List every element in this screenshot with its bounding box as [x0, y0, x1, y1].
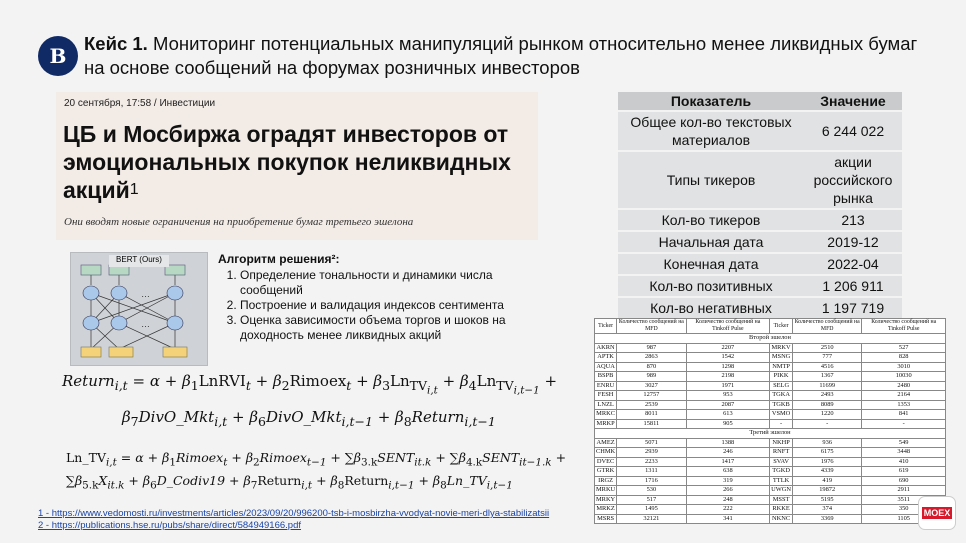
table-row: MRKY 517 248 MSST 5195 3511: [595, 495, 946, 505]
bert-diagram: [70, 252, 208, 366]
news-meta: 20 сентября, 17:58 / Инвестиции: [64, 98, 216, 109]
equation-return-line1: Return$_{i,t}$ = $\alpha + \beta_1LnRVI_t$ + $\beta_2Rimoex_t + \beta_3Ln_{TV_{i,t}} + \beta_4Ln_{TV_{i,t-1}}$ +: [62, 372, 558, 397]
equation-return-line2: $\beta_7DivO\_Mkt_{i,t}$ + $\beta_6DivO\_Mkt_{i,t-1}$ + $\beta_8Return_{i,t-1}$: [122, 408, 496, 429]
algorithm-block: [218, 252, 538, 343]
news-subtitle: Они вводят новые ограничения на приобретение бумаг третьего эшелона: [64, 216, 414, 228]
hse-logo: В: [38, 36, 78, 76]
algorithm-steps: [218, 268, 538, 343]
table-row: BSPB 989 2198 PIKK 1367 10030: [595, 372, 946, 382]
dataset-stats-table: [618, 92, 902, 318]
table-row: MRKP 15811 905 - - -: [595, 419, 946, 429]
algorithm-step: 1. Определение тональности и динамики числа сообщений: [240, 268, 538, 298]
slide-title: Кейс 1. Мониторинг потенциальных манипуляций рынком относительно менее ликвидных бумаг на основе сообщений на форумах розничных инвесторов: [84, 33, 918, 78]
table-row: Кол-во позитивных 1 206 911: [618, 275, 902, 297]
moex-watermark: MOEX: [918, 496, 956, 530]
news-article-clip: [56, 92, 538, 240]
table-row: APTK 2863 1542 MSNG 777 828: [595, 353, 946, 363]
table-row: MSRS 32121 341 NKNC 3369 1105: [595, 514, 946, 524]
table-section-row: Второй эшелон: [595, 334, 946, 344]
table-row: CHMK 2939 246 RNFT 6175 3448: [595, 448, 946, 458]
svg-text:…: …: [141, 289, 150, 299]
algorithm-step: 2. Построение и валидация индексов сентимента: [240, 298, 538, 313]
table-row: MRKU 530 266 UWGN 19872 2911: [595, 486, 946, 496]
table-row: Кол-во негативных 1 197 719: [618, 297, 902, 318]
table-row: GTRK 1311 638 TGKD 4339 619: [595, 467, 946, 477]
stats-header-indicator: Показатель: [618, 92, 804, 111]
table-row: ENRU 3027 1971 SELG 11699 2480: [595, 381, 946, 391]
bert-caption: BERT (Ours): [109, 255, 169, 267]
equation-volume-line2: $\sum\beta_{5.k}X_{it.k}$ + $\beta_6D\_Codiv19$ + $\beta_7Return_{i,t}$ + $\beta_8Return_{i,t-1}$ + $\beta_8Ln\_TV_{i,t-1}$: [66, 473, 513, 492]
equation-volume-line1: $Ln\_TV_{i,t} = \alpha$ + $\beta_1Rimoex_t$ + $\beta_2Rimoex_{t-1}$ + $\sum\beta_{3.k}SENT_{it.k}$ + $\sum\beta_{4.k}SENT_{it-1.k}$ +: [66, 450, 567, 469]
algorithm-step: 3. Оценка зависимости объема торгов и шоков на доходность менее ликвидных акций: [240, 313, 538, 343]
source-link-1[interactable]: 1 - https://www.vedomosti.ru/investments/articles/2023/09/20/996200-tsb-i-mosbirzha-vvodyat-novie-meri-dlya-stabilizatsii: [38, 508, 550, 519]
table-row: DVEC 2233 1417 SVAV 1976 410: [595, 457, 946, 467]
table-row: MRKC 8011 613 VSMO 1220 841: [595, 410, 946, 420]
table-row: LNZL 2539 2087 TGKB 8089 1353: [595, 400, 946, 410]
tickers-body: [595, 334, 946, 524]
stats-header-value: Значение: [804, 92, 902, 111]
table-row: AKRN 987 2207 MRKV 2510 527: [595, 343, 946, 353]
table-row: Конечная дата 2022-04: [618, 253, 902, 275]
table-row: IRGZ 1716 319 TTLK 419 690: [595, 476, 946, 486]
table-row: Кол-во тикеров 213: [618, 209, 902, 231]
bert-architecture-graphic: [71, 253, 207, 365]
footnote-links: [38, 508, 549, 532]
tickers-header-row: Ticker Количество сообщений на MFD Количество сообщений на Tinkoff Pulse Ticker Количество сообщений на MFD Количество сообщений на Tinkoff Pulse: [595, 319, 946, 334]
source-link-2[interactable]: 2 - https://publications.hse.ru/pubs/share/direct/584949166.pdf: [38, 520, 302, 531]
algorithm-heading: Алгоритм решения²:: [218, 252, 340, 266]
table-row: AQUA 870 1298 NMTP 4516 3010: [595, 362, 946, 372]
table-row: Начальная дата 2019-12: [618, 231, 902, 253]
table-row: Типы тикеров акции российского рынка: [618, 151, 902, 209]
table-row: AMEZ 5071 1388 NKHP 936 549: [595, 438, 946, 448]
tickers-message-table: [594, 318, 946, 524]
svg-text:…: …: [141, 319, 150, 329]
news-headline: ЦБ и Мосбиржа оградят инвесторов от эмоциональных покупок неликвидных акций$^1$: [63, 121, 511, 203]
table-row: MRKZ 1495 222 RKKE 374 350: [595, 505, 946, 515]
table-section-row: Третий эшелон: [595, 429, 946, 439]
table-row: Общее кол-во текстовых материалов 6 244 022: [618, 111, 902, 151]
table-row: FESH 12757 953 TGKA 2493 2164: [595, 391, 946, 401]
